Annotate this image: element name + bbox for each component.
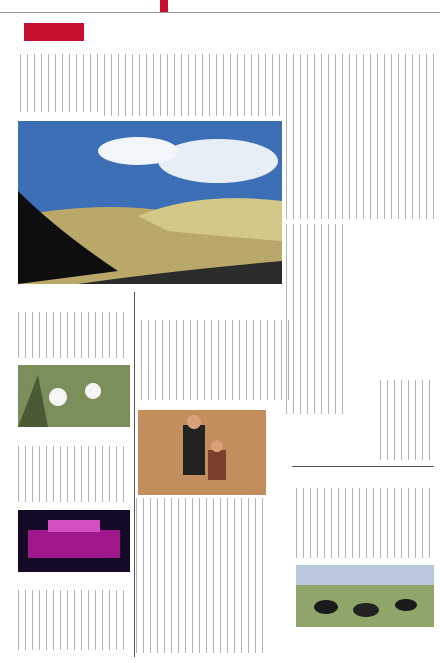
text-column xyxy=(286,54,434,219)
masthead xyxy=(0,0,440,13)
newspaper-logo xyxy=(160,0,168,12)
park-photo xyxy=(18,510,130,572)
teacher-photo xyxy=(138,410,266,495)
brand xyxy=(160,0,171,12)
text-column xyxy=(286,224,346,414)
column-divider xyxy=(292,466,434,467)
text-column xyxy=(136,498,264,653)
column-divider xyxy=(134,292,135,657)
lead-tag xyxy=(24,23,84,41)
text-column xyxy=(18,590,130,650)
text-column xyxy=(134,320,290,400)
text-column xyxy=(18,446,130,502)
text-column xyxy=(104,54,280,116)
text-column xyxy=(20,54,98,112)
cattle-photo xyxy=(296,565,434,627)
panda-photo xyxy=(18,365,130,427)
text-column xyxy=(18,312,130,358)
text-column xyxy=(296,488,434,558)
text-column xyxy=(380,380,434,460)
landscape-photo xyxy=(18,121,282,284)
